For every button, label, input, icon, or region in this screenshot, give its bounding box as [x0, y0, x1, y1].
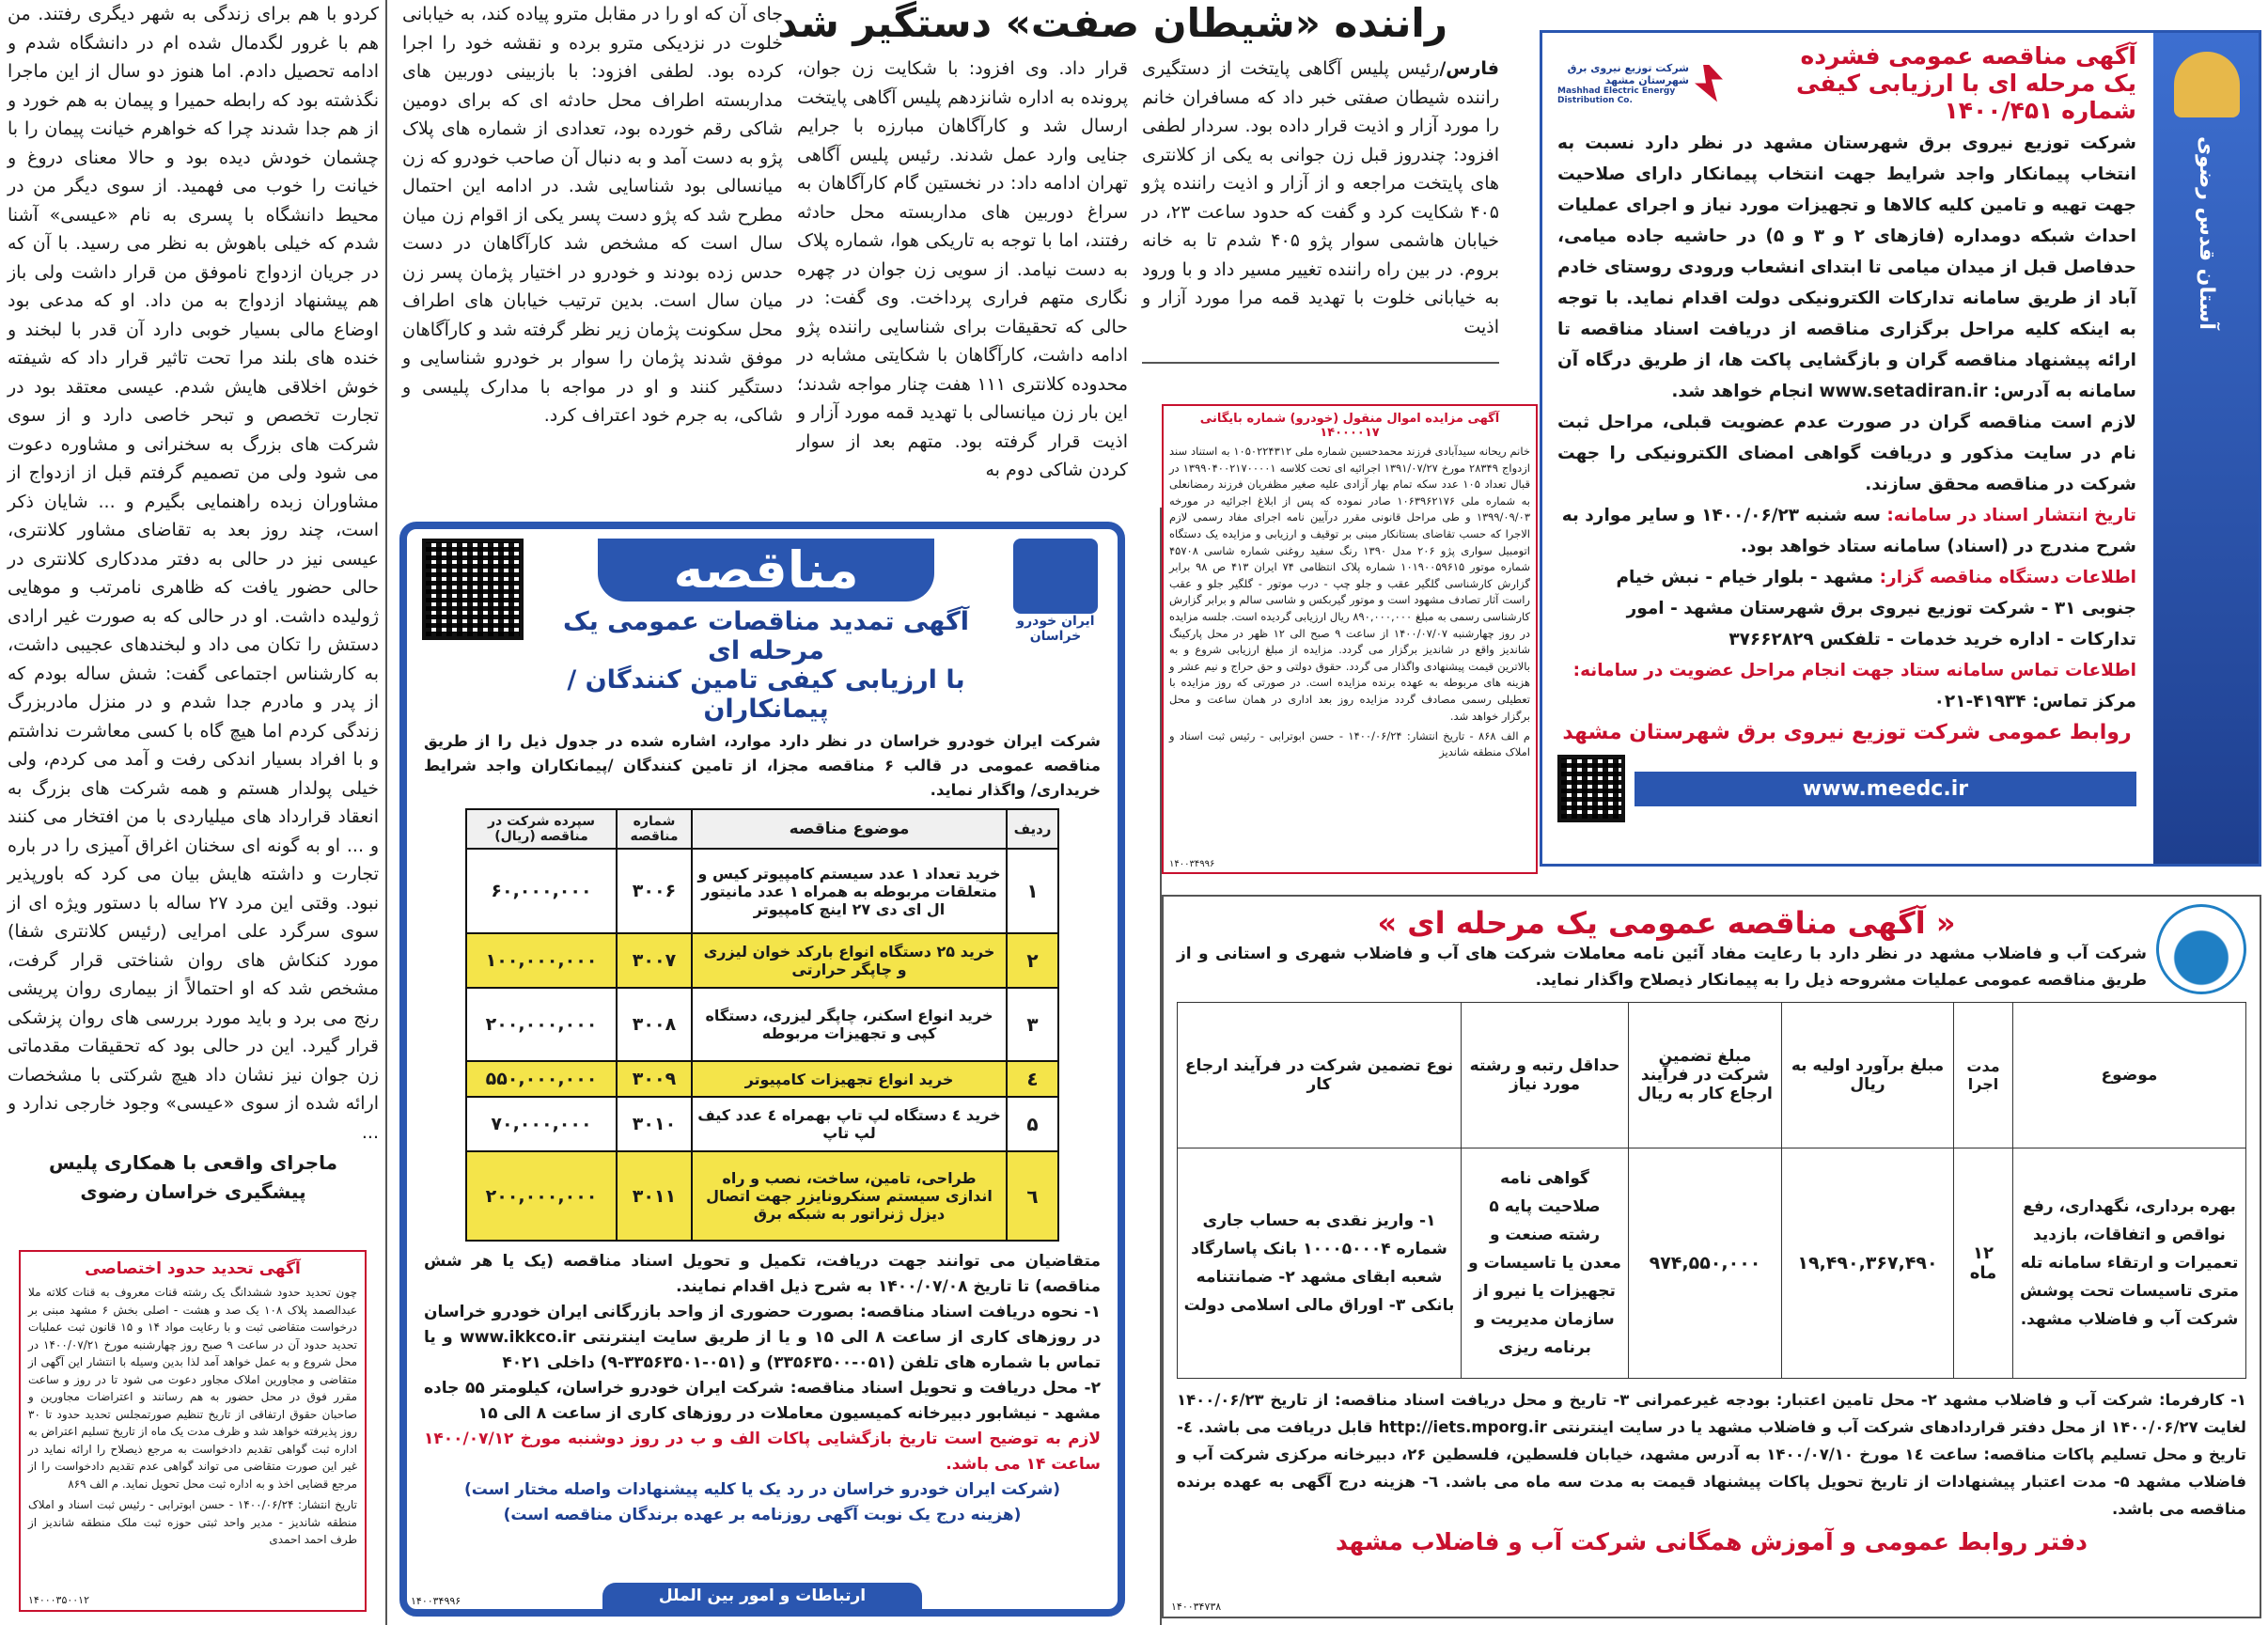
khodro-row-subject: خرید انواع اسکنر، چاپگر لیزری، دستگاه کپی و تجهیزات مربوطه [692, 988, 1007, 1061]
left-column-text: کردو با هم برای زندگی به شهر دیگری رفتند. من هم با غرور لگدمال شده ام در دانشگاه شدم و ادامه تحصیل دادم. اما هنوز دو سال از این ماجرا نگذشته بود که رابطه حمیرا و پیمان به هم خورد و از هم جدا شدند چرا که خواهرم خیانت پیمان را با چشمان خودش دیده بود و حالا معنای دروغ و خیانت را خوب می فهمید. از سوی دیگر من در محیط دانشگاه با پسری به نام «عیسی» آشنا شدم که خیلی باهوش به نظر می رسید. با آن که در جریان ازدواج ناموفق من قرار داشت ولی باز هم پیشنهاد ازدواج به من داد. او که مدعی بود اوضاع مالی بسیار خوبی دارد آن قدر با لبخند و خنده های بلند مرا تحت تاثیر قرار داد که شیفته خوش اخلاقی هایش شدم. عیسی معتقد بود در تجارت تخصص و تبحر خاصی دارد و از سوی شرکت های بزرگ به سخنرانی و مشاوره دعوت می شود ولی من تصمیم گرفتم قبل از ازدواج از مشاوران زبده راهنمایی بگیرم و ... شایان ذکر است، چند روز بعد به تقاضای مشاور کلانتری، عیسی نیز در حالی به دفتر مددکاری کلانتری در حالی حضور یافت که ظاهری نامرتب و موهایی ژولیده داشت. او در حالی که به صورت غیر ارادی دستش را تکان می داد و لبخندهای عجیبی داشت، به کارشناس اجتماعی گفت: شش ساله بودم که از پدر و مادرم جدا شدم و در منزل مادربزرگ زندگی کردم اما هیچ گاه با کسی معاشرت نداشتم و با افراد بسیار اندکی رفت و آمد می کردم، ولی خیلی پولدار هستم و همه شرکت های بزرگ به انعقاد قرارداد های میلیاردی با من افتخار می کنند و ... او به گونه ای سخنان اغراق آمیزی را در باره تجارت و داشته هایش بیان می کرد که باورپذیر نبود. وقتی این مرد ۲۷ ساله با دستور ویژه ای از سوی سرگرد علی امرایی (رئیس کلانتری شفا) مورد کنکاش های روان شناختی قرار گرفت، مشخص شد که او احتمالاً از بیماری روان پریشی رنج می برد و باید مورد بررسی های روان پزشکی قرار گیرد. این در حالی بود که تحقیقات مقدماتی زن جوان نیز نشان داد هیچ شرکتی با مشخصات ارائه شده از سوی «عیسی» وجود خارجی ندارد و ... [8, 4, 379, 1143]
auction-ad-code: ۱۴۰۰۳۴۹۹۶ [1169, 859, 1215, 869]
limits-ad-code: ۱۴۰۰۰۳۵۰۰۱۲ [28, 1594, 89, 1606]
khodro-ad-footer: ارتباطات و امور بین الملل [602, 1583, 922, 1609]
khodro-row-number: ۳۰۱۰ [617, 1097, 692, 1151]
khodro-row-number: ۳۰۱۱ [617, 1151, 692, 1241]
khodro-ad-intro: شرکت ایران خودرو خراسان در نظر دارد موارد، اشاره شده در جدول ذیل را از طریق مناقصه عمومی در قالب ۶ مناقصه مجزا، از تامین کنندگان /پیمانکاران واجد شرایط خریداری/ واگذار نماید. [424, 732, 1101, 799]
power-ad-side-text: آستان قدس رضوی [2195, 136, 2218, 330]
table-row [1178, 1148, 2246, 1379]
power-ad-contact-label: اطلاعات تماس سامانه ستاد جهت انجام مراحل عضویت در سامانه: [1572, 661, 2136, 680]
khodro-tender-table [465, 808, 1059, 1242]
story-lead: فارس/ [1439, 58, 1499, 79]
khodro-row-deposit: ۱۰۰,۰۰۰,۰۰۰ [466, 933, 617, 988]
power-ad-subtitle: یک مرحله ای با ارزیابی کیفی شماره ۱۴۰۰/۴۵۱ [1795, 70, 2136, 124]
table-row [466, 1151, 1058, 1241]
khodro-row-subject: خرید ٤ دستگاه لپ تاپ بهمراه ٤ عدد کیف لپ تاپ [692, 1097, 1007, 1151]
khodro-ad-title: آگهی تمدید مناقصات عمومی یک مرحله ای [563, 607, 969, 665]
power-ad-body-2: لازم است مناقصه گران در صورت عدم عضویت قبلی، مراحل ثبت نام در سایت مذکور و دریافت گواهی امضای الکترونیکی را جهت شرکت در مناقصه محقق سازند. [1557, 413, 2136, 494]
auction-ad-title: آگهی مزایده اموال منقول (خودرو) شماره بایگانی ۱۴۰۰۰۰۱۷ [1199, 412, 1500, 440]
khodro-ad-subtitle: با ارزیابی کیفی تامین کنندگان / پیمانکاران [567, 665, 965, 724]
story-col-1 [1142, 55, 1499, 365]
power-ad-info-label: اطلاعات دستگاه مناقصه گزار: [1879, 568, 2136, 587]
khodro-ad-p2: ۱- نحوه دریافت اسناد مناقصه: بصورت حضوری از واحد بازرگانی ایران خودرو خراسان در روزهای کاری از ساعت ۸ الی ۱۵ و یا از طریق سایت اینترنتی www.ikkco.ir و یا تماس با شماره های تلفن (۰۵۱-۳۳۵۶۳۵۰۰) و (۰۵۱-۳۳۵۶۳۵۰۱-۹) داخلی ۴۰۲۱ [424, 1303, 1101, 1372]
table-row [466, 849, 1058, 933]
story-col-3 [402, 0, 783, 470]
khodro-th-row: ردیف [1007, 809, 1058, 849]
khodro-th-subject: موضوع مناقصه [692, 809, 1007, 849]
power-ad-info-text: مشهد - بلوار خیام - نبش خیام جنوبی ۳۱ - شرکت توزیع نیروی برق شهرستان مشهد - امور تدارکات - اداره خرید خدمات - تلفکس ۳۷۶۶۲۸۲۹ [1616, 568, 2136, 649]
ikco-logo-icon [1013, 539, 1098, 614]
limits-ad-footer: تاریخ انتشار: ۱۴۰۰/۰۶/۲۴ - حسن ابوترابی - رئیس ثبت اسناد و املاک منطقه شاندیز - مدیر واحد ثبتی حوزه ثبت ملک منطقه شاندیز از طرف احمد احمدی [28, 1498, 357, 1546]
water-row-estimate: ۱۹,۴۹۰,۳۶۷,۴۹۰ [1782, 1148, 1954, 1379]
left-column-footer: ماجرای واقعی با همکاری پلیس پیشگیری خراسان رضوی [48, 1151, 338, 1203]
khodro-row-deposit: ۵۵۰,۰۰۰,۰۰۰ [466, 1061, 617, 1097]
shrine-dome-icon [2174, 52, 2240, 117]
khodro-row-number: ۳۰۰۶ [617, 849, 692, 933]
khodro-row-subject: خرید انواع تجهیزات کامپیوتر [692, 1061, 1007, 1097]
power-ad-center: مرکز تماس: ۴۱۹۳۴-۰۲۱ [1933, 692, 2136, 711]
water-th-estimate: مبلغ برآورد اولیه به ریال [1782, 1003, 1954, 1148]
story-col-1-text: رئیس پلیس آگاهی پایتخت از دستگیری راننده شیطان صفتی خبر داد که مسافران خانم را مورد آزار و اذیت قرار داده بود. سردار لطفی افزود: چندروز قبل زن جوانی به یکی از کلانتری های پایتخت مراجعه و از آزار و اذیت راننده پژو ۴۰۵ شکایت کرد و گفت که حدود ساعت ۲۳، در خیابان هاشمی سوار پژو ۴۰۵ شدم تا به خانه بروم. در بین راه راننده تغییر مسیر داد و با ورود به خیابانی خلوت با تهدید قمه مرا مورد آزار و اذیت [1142, 58, 1500, 337]
khodro-row-number: ۳۰۰۹ [617, 1061, 692, 1097]
water-th-duration: مدت اجرا [1954, 1003, 2013, 1148]
khodro-row-index: ۵ [1007, 1097, 1058, 1151]
water-th-rank: حداقل رتبه و رشته مورد نیاز [1462, 1003, 1629, 1148]
water-row-type: ۱- واریز نقدی به حساب جاری شماره ۱۰۰۰۵۰۰۰۴ بانک پاسارگاد شعبه ابقای مشهد ۲- ضمانتنامه بانکی ۳- اوراق مالی اسلامی دولت [1178, 1148, 1462, 1379]
power-logo-text: شرکت توزیع نیروی برق شهرستان مشهد [1567, 61, 1689, 86]
khodro-ad [399, 522, 1125, 1617]
water-row-duration: ۱۲ ماه [1954, 1148, 2013, 1379]
limits-ad [19, 1250, 367, 1612]
khodro-ad-p4: لازم به توضیح است تاریخ بازگشایی پاکات الف و ب در روز دوشنبه مورخ ۱۴۰۰/۰۷/۱۲ ساعت ۱۴ می باشد. [424, 1430, 1101, 1474]
khodro-row-deposit: ۶۰,۰۰۰,۰۰۰ [466, 849, 617, 933]
auction-ad-footer: م الف ۸۶۸ - تاریخ انتشار: ۱۴۰۰/۰۶/۲۴ - حسن ابوترابی - رئیس ثبت اسناد و املاک منطقه شاندیز [1169, 729, 1530, 759]
water-th-type: نوع تضمین شرکت در فرآیند ارجاع کار [1178, 1003, 1462, 1148]
khodro-row-deposit: ۲۰۰,۰۰۰,۰۰۰ [466, 988, 617, 1061]
khodro-th-number: شماره مناقصه [617, 809, 692, 849]
power-ad-title: آگهی مناقصه عمومی فشرده [1800, 42, 2136, 70]
limits-ad-body: چون تحدید حدود ششدانگ یک رشته قنات معروف به قنات کلاته ملا عبدالصمد پلاک ۱۰۸ یک صد و هشت - اصلی بخش ۶ مشهد مبنی بر درخواست متقاضی ثبت و با رعایت مواد ۱۴ و ۱۵ قانون ثبت عملیات تحدید حدود آن در ساعت ۹ صبح روز چهارشنبه مورخ ۱۴۰۰/۰۷/۲۱ در محل شروع و به عمل خواهد آمد لذا بدین وسیله با انتشار این آگهی از متقاضی و مجاورین املاک مجاور دعوت می شود تا در روز و ساعت مقرر فوق در محل حضور به هم رسانند و اعتراضات مجاورین و صاحبان حقوق ارتفاقی از تاریخ تنظیم صورتمجلس تحدید حدود تا ۳۰ روز پذیرفته خواهد شد و ظرف مدت یک ماه از تاریخ تسلیم اعتراض به اداره ثبت گواهی تقدیم دادخواست به مرجع ذیصلاح را ارائه نماید در غیر این صورت متقاضی می تواند گواهی عدم تقدیم دادخواست را از مرجع قضایی اخذ و به اداره ثبت محل تحویل نماید. م الف ۸۶۹ [28, 1286, 358, 1491]
khodro-row-subject: خرید تعداد ۱ عدد سیستم کامپیوتر کیس و متعلقات مربوطه به همراه ۱ عدد مانیتور ال ای دی ۲۷ اینچ کامپیوتر [692, 849, 1007, 933]
power-ad-website[interactable]: www.meedc.ir [1635, 772, 2136, 806]
power-ad-footer: روابط عمومی شرکت توزیع نیروی برق شهرستان مشهد [1562, 721, 2132, 744]
power-ad-body: شرکت توزیع نیروی برق شهرستان مشهد در نظر دارد نسبت به انتخاب پیمانکار واجد شرایط جهت انتخاب پیمانکار دارای صلاحیت جهت تهیه و تامین کلیه کالاها و تجهیزات مورد نیاز و اجرای عملیات احداث شبکه دومداره (فازهای ۲ و ۳ و ۵) در حاشیه جاده میامی، حدفاصل قبل از میدان میامی تا ابتدای انشعاب ورودی روستای خادم آباد از طریق سامانه تدارکات الکترونیکی دولت اقدام نماید. با توجه به اینکه کلیه مراحل برگزاری مناقصه از دریافت اسناد مناقصه تا ارائه پیشنهاد مناقصه گران و بازگشایی پاکت ها، از طریق درگاه آن سامانه به آدرس: www.setadiran.ir انجام خواهد شد. [1557, 133, 2136, 401]
power-ad [1540, 30, 2261, 867]
khodro-ad-p1: متقاضیان می توانند جهت دریافت، تکمیل و تحویل اسناد مناقصه (یک یا هر شش مناقصه) تا تاریخ ۱۴۰۰/۰۷/۰۸ به شرح ذیل اقدام نمایند. [424, 1252, 1101, 1296]
khodro-row-deposit: ۲۰۰,۰۰۰,۰۰۰ [466, 1151, 617, 1241]
khodro-row-index: ٤ [1007, 1061, 1058, 1097]
khodro-ad-p3: ۲- محل دریافت و تحویل اسناد مناقصه: شرکت ایران خودرو خراسان، کیلومتر ۵۵ جاده مشهد - نیشابور دبیرخانه کمیسیون معاملات در روزهای کاری از ساعت ۸ الی ۱۵ [424, 1379, 1101, 1423]
khodro-ad-p5: (شرکت ایران خودرو خراسان در رد یک یا کلیه پیشنهادات واصله مختار است) [463, 1480, 1061, 1499]
khodro-row-subject: خرید ۲۵ دستگاه انواع بارکد خوان لیزری و چاپگر حرارتی [692, 933, 1007, 988]
water-ad-footer: دفتر روابط عمومی و آموزش همگانی شرکت آب و فاضلاب مشهد [1335, 1528, 2088, 1555]
water-ad-title: « آگهی مناقصه عمومی یک مرحله ای » [1377, 905, 1956, 941]
table-row [466, 1061, 1058, 1097]
power-ad-side-panel [2153, 33, 2259, 864]
table-row [466, 988, 1058, 1061]
power-ad-date-text: سه شنبه ۱۴۰۰/۰۶/۲۳ و سایر موارد به شرح مندرج در (اسناد) سامانه ستاد خواهد بود. [1561, 506, 2136, 556]
khodro-row-number: ۳۰۰۸ [617, 988, 692, 1061]
column-rule-1 [385, 0, 387, 1625]
khodro-ad-banner: مناقصه [598, 539, 933, 602]
limits-ad-title: آگهی تحدید حدود اختصاصی [85, 1259, 301, 1278]
water-logo-icon [2156, 904, 2246, 994]
power-ad-date-label: تاریخ انتشار اسناد در سامانه: [1886, 506, 2136, 525]
story-col-2 [797, 55, 1128, 480]
water-row-rank: گواهی نامه صلاحیت پایه ۵ رشته صنعت و معدن یا تاسیسات و تجهیزات یا نیرو از سازمان مدیریت و برنامه ریزی [1462, 1148, 1629, 1379]
story-col-2-text: قرار داد. وی افزود: با شکایت زن جوان، پرونده به اداره شانزدهم پلیس آگاهی پایتخت ارسال شد و کارآگاهان مبارزه با جرایم جنایی وارد عمل شدند. رئیس پلیس آگاهی تهران ادامه داد: در نخستین گام کارآگاهان به سراغ دوربین های مداربسته محل حادثه رفتند، اما با توجه به تاریکی هوا، شماره پلاک به دست نیامد. از سویی زن جوان در چهره نگاری متهم فراری پرداخت. وی گفت: در حالی که تحقیقات برای شناسایی راننده پژو ادامه داشت، کارآگاهان با شکایتی مشابه در محدوده کلانتری ۱۱۱ هفت چنار مواجه شدند؛ این بار زن میانسالی با تهدید قمه مورد آزار و اذیت قرار گرفته بود. متهم بعد از سوار کردن شاکی دوم به [797, 58, 1128, 480]
qr-code-icon [1557, 755, 1625, 822]
water-row-guarantee: ۹۷۴,۵۵۰,۰۰۰ [1629, 1148, 1782, 1379]
khodro-ad-code: ۱۴۰۰۳۴۹۹۶ [411, 1595, 461, 1607]
khodro-row-index: ۱ [1007, 849, 1058, 933]
water-tender-table [1177, 1002, 2246, 1379]
khodro-row-index: ٦ [1007, 1151, 1058, 1241]
auction-ad-body: خانم ریحانه سیدآبادی فرزند محمدحسین شماره ملی ۱۰۵۰۲۲۴۳۱۲ به استناد سند ازدواج ۲۸۳۴۹ مورخ ۱۳۹۱/۰۷/۲۷ اجرائیه ای تحت کلاسه ۱۳۹۹۰۴۰۰۲۱۷۰۰۰۰۱ در قبال تعداد ۱۰۵ عدد سکه تمام بهار آزادی علیه صغیر مظفریان فرزند رمضانعلی به شماره ملی ۱۰۶۳۹۶۲۱۷۶ صادر نموده که پس از ابلاغ اجرائیه در مورخه ۱۳۹۹/۰۹/۰۳ و طی مراحل قانونی مقرر درآیین نامه اجرای مفاد رسمی لازم الاجرا که حسب تقاضای بستانکار مبنی بر توقیف و ارزیابی و مزایده یک دستگاه اتومبیل سواری پژو ۲۰۶ مدل ۱۳۹۰ رنگ سفید روغنی شماره شاسی ۴۵۷۰۸ شماره موتور ۱۰۱۹۰۰۵۹۶۱۵ شماره پلاک انتظامی ۷۴ ایران ۴۱۳ ص ۹۸ برابر گزارش کارشناسی گلگیر عقب و جلو چپ - درب موتور - گلگیر جلو و عقب راست آثار تصادف مشهود است و موتور گیربکس و شاسی سالم و برابر گزارش کارشناسی رسمی به مبلغ ۸۹۰,۰۰۰,۰۰۰ ریال ارزیابی گردیده است. جلسه مزایده در روز چهارشنبه ۱۴۰۰/۰۷/۰۷ از ساعت ۹ صبح الی ۱۲ ظهر در محل پارکینگ شاندیز واقع در شاندیز برگزار می گردد. مزایده از مبلغ ارزیابی شروع و به بالاترین قیمت پیشنهادی واگذار می گردد. حقوق دولتی و حق حراج و نیم عشر و هزینه های مربوطه به عهده برنده مزایده است. در صورتی که روز مزایده با تعطیلی رسمی مصادف گردد مزایده روز بعد اداری در همان ساعت و محل برگزار خواهد شد. [1169, 445, 1531, 723]
water-ad [1162, 895, 2261, 1618]
story-col-3-text: جای آن که او را در مقابل مترو پیاده کند، به خیابانی خلوت در نزدیکی مترو برده و نقشه خود را اجرا کرده بود. لطفی افزود: با بازبینی دوربین های مداربسته اطراف محل حادثه ای که برای دومین شاکی رقم خورده بود، تعدادی از شماره های پلاک پژو به دست آمد و به دنبال آن صاحب خودرو که زن میانسالی بود شناسایی شد. در ادامه این احتمال مطرح شد که پژو دست پسر یکی از اقوام زن میان سال است که مشخص شد کارآگاهان در دست حدس زده بودند و خودرو در اختیار پژمان پسر زن میان سال است. بدین ترتیب خیابان های اطراف محل سکونت پژمان زیر نظر گرفته شد و کارآگاهان موفق شدند پژمان را سوار بر خودرو شناسایی و دستگیر کنند و او در مواجه با مدارک پلیسی و شاکی، به جرم خود اعتراف کرد. [402, 4, 783, 426]
ikco-logo-text: ایران خودرو خراسان [1016, 614, 1095, 644]
table-row [466, 1097, 1058, 1151]
water-ad-code: ۱۴۰۰۳۴۷۳۸ [1171, 1601, 1222, 1613]
auction-ad [1162, 404, 1538, 874]
table-row [466, 933, 1058, 988]
water-ad-intro: شرکت آب و فاضلاب مشهد در نظر دارد با رعایت مفاد آئین نامه معاملات شرکت های آب و فاضلاب شهری و استانی و از طریق مناقصه عمومی عملیات مشروحه ذیل را به پیمانکار ذیصلاح واگذار نماید. [1177, 945, 2147, 990]
khodro-row-subject: طراحی، تامین، ساخت، نصب و راه اندازی سیستم سنکرونایزر جهت اتصال دیزل ژنراتور به شبکه برق [692, 1151, 1007, 1241]
power-logo-icon [1695, 65, 1723, 102]
left-column-story [8, 0, 379, 1231]
water-row-subject: بهره برداری، نگهداری، رفع نواقص و اتفاقات، بازدید تعمیرات و ارتقاء سامانه تله متری تاسیسات تحت پوشش شرکت آب و فاضلاب مشهد. [2013, 1148, 2246, 1379]
khodro-row-index: ۳ [1007, 988, 1058, 1061]
water-ad-notes: ۱- کارفرما: شرکت آب و فاضلاب مشهد ۲- محل تامین اعتبار: بودجه غیرعمرانی ۳- تاریخ و محل دریافت اسناد مناقصه: از تاریخ ۱۴۰۰/۰۶/۲۳ لغایت ۱۴۰۰/۰۶/۲۷ از محل دفتر قراردادهای شرکت آب و فاضلاب مشهد یا در سایت اینترنتی http://iets.mporg.ir قابل دریافت می باشد. ٤- تاریخ و محل تسلیم پاکات مناقصه: ساعت ۱٤ مورخ ۱۴۰۰/۰۷/۱۰ به آدرس مشهد، خیابان فلسطین، فلسطین ۲۶، دبیرخانه مرکزی شرکت آب و فاضلاب مشهد ۵- مدت اعتبار پیشنهادات از تاریخ تحویل پاکات پیشنهاد قیمت به مدت سه ماه می باشد. ٦- هزینه درج آگهی به عهده برنده مناقصه می باشد. [1177, 1391, 2246, 1518]
story-headline: راننده «شیطان صفت» دستگیر شد [777, 0, 1447, 46]
khodro-row-index: ۲ [1007, 933, 1058, 988]
power-logo-en: Mashhad Electric Energy Distribution Co. [1557, 86, 1676, 105]
water-th-subject: موضوع [2013, 1003, 2246, 1148]
water-th-guarantee: مبلغ تضمین شرکت در فرآیند ارجاع کار به ریال [1629, 1003, 1782, 1148]
khodro-ad-p6: (هزینه درج یک نوبت آگهی روزنامه بر عهده برندگان مناقصه است) [503, 1506, 1022, 1524]
khodro-row-deposit: ۷۰,۰۰۰,۰۰۰ [466, 1097, 617, 1151]
khodro-th-deposit: سپرده شرکت در مناقصه (ریال) [466, 809, 617, 849]
khodro-row-number: ۳۰۰۷ [617, 933, 692, 988]
khodro-qr-code-icon [422, 539, 524, 640]
